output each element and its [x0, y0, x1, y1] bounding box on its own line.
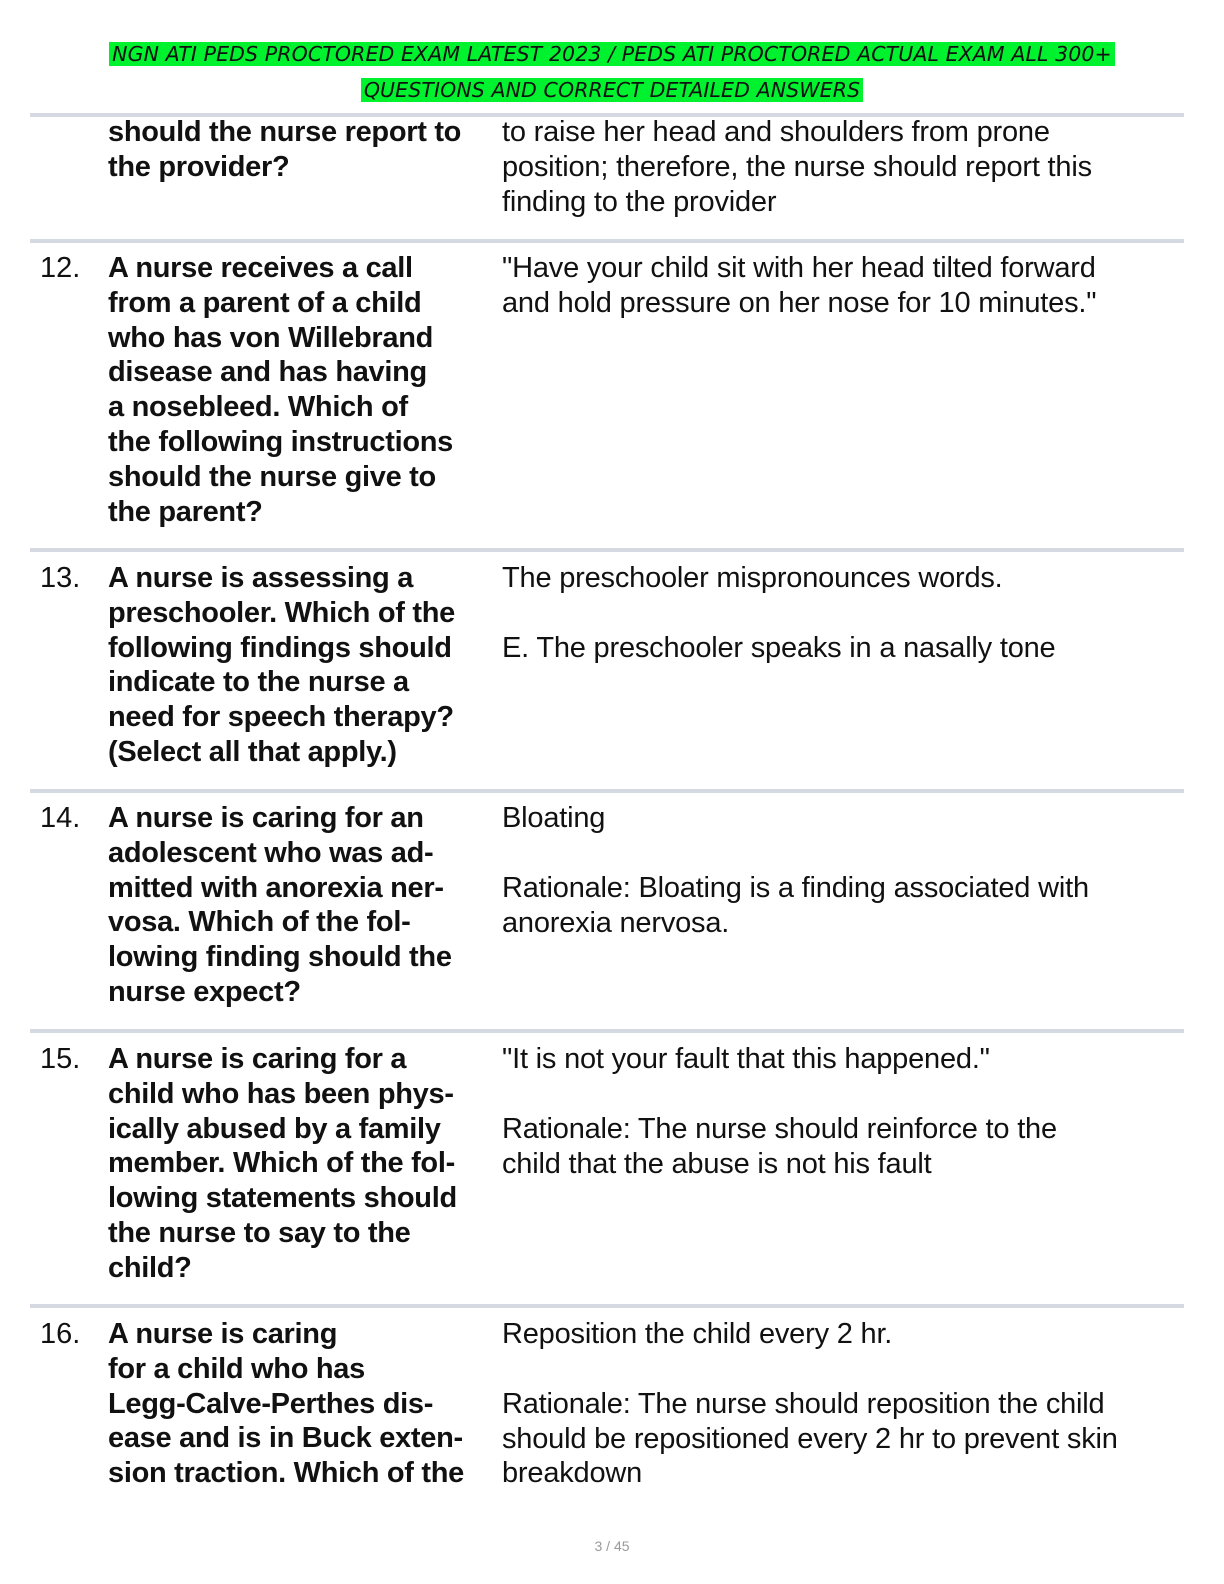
answer-14: Bloating Rationale: Bloating is a finding associated with anorexia nervosa. — [502, 802, 1089, 939]
question-14: A nurse is caring for an adolescent who was ad- mitted with anorexia ner- vosa. Which of the fol- lowing finding should the nurse expect? — [108, 802, 452, 1008]
answer-12: "Have your child sit with her head tilted forward and hold pressure on her nose for 10 minutes." — [502, 252, 1097, 319]
question-15: A nurse is caring for a child who has been phys- ically abused by a family member. Which of the fol- lowing statements should the nurse to say to the child? — [108, 1043, 457, 1284]
answer-16: Reposition the child every 2 hr. Rationale: The nurse should reposition the child should be repositioned every 2 hr to prevent skin breakdown — [502, 1318, 1118, 1490]
answer-13: The preschooler mispronounces words. E. The preschooler speaks in a nasally tone — [502, 562, 1056, 664]
question-continued: should the nurse report to the provider? — [108, 116, 462, 183]
question-13: A nurse is assessing a preschooler. Which of the following findings should indicate to the nurse a need for speech therapy? (Select all that apply.) — [108, 562, 455, 768]
row-divider — [30, 1304, 1184, 1308]
question-number-14: 14. — [40, 802, 81, 834]
banner-line-1: NGN ATI PEDS PROCTORED EXAM LATEST 2023 / PEDS ATI PROCTORED ACTUAL EXAM ALL 300+ — [109, 42, 1115, 66]
question-number-16: 16. — [40, 1318, 81, 1350]
question-number-13: 13. — [40, 562, 81, 594]
row-divider — [30, 1029, 1184, 1033]
page-number: 3 / 45 — [594, 1538, 630, 1554]
row-divider — [30, 789, 1184, 793]
question-16: A nurse is caring for a child who has Legg-Calve-Perthes dis- ease and is in Buck exten- sion traction. Which of the — [108, 1318, 465, 1490]
answer-15: "It is not your fault that this happened." Rationale: The nurse should reinforce to the child that the abuse is not his fault — [502, 1043, 1057, 1180]
banner-line-2: QUESTIONS AND CORRECT DETAILED ANSWERS — [361, 78, 863, 102]
answer-continued: to raise her head and shoulders from prone position; therefore, the nurse should report this finding to the provider — [502, 116, 1092, 218]
row-divider — [30, 548, 1184, 552]
question-number-15: 15. — [40, 1043, 81, 1075]
question-number-12: 12. — [40, 252, 81, 284]
header-banner — [0, 36, 1224, 108]
row-divider — [30, 239, 1184, 243]
question-12: A nurse receives a call from a parent of a child who has von Willebrand disease and has having a nosebleed. Which of the following instructions should the nurse give to the parent? — [108, 252, 454, 528]
